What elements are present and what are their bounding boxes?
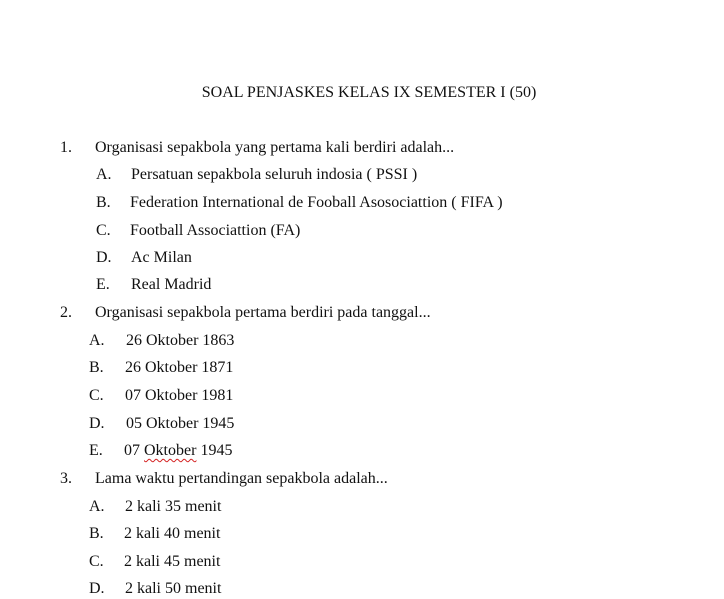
option-text: Real Madrid [131, 276, 212, 293]
option-label: E. [89, 442, 103, 459]
option-label: A. [96, 166, 112, 183]
question-number: 1. [60, 139, 72, 156]
option-label: B. [96, 194, 111, 211]
option-label: D. [96, 249, 112, 266]
option-label: B. [89, 359, 104, 376]
question-text: Lama waktu pertandingan sepakbola adalah... [95, 470, 388, 487]
option-2a [0, 331, 724, 351]
option-label: D. [89, 415, 105, 432]
option-text: 05 Oktober 1945 [126, 415, 235, 432]
option-text [124, 441, 232, 461]
option-1b [0, 193, 724, 213]
option-label: C. [89, 553, 104, 570]
option-1a [0, 165, 724, 185]
question-text: Organisasi sepakbola pertama berdiri pada tanggal... [95, 304, 431, 321]
option-text: Federation International de Fooball Asosociattion ( FIFA ) [130, 194, 503, 211]
question-1 [0, 138, 724, 158]
option-text: 2 kali 45 menit [124, 553, 221, 570]
question-2 [0, 303, 724, 323]
option-2c [0, 386, 724, 406]
option-label: C. [96, 222, 111, 239]
option-3b [0, 524, 724, 544]
option-2d [0, 414, 724, 434]
option-2e [0, 441, 724, 461]
option-3c [0, 552, 724, 572]
question-number: 2. [60, 304, 72, 321]
option-3a [0, 497, 724, 517]
option-text: 26 Oktober 1871 [125, 359, 234, 376]
option-1e [0, 275, 724, 295]
spellcheck-misspelled-word[interactable]: Oktober [144, 442, 197, 459]
option-text-post: 1945 [196, 442, 233, 459]
option-label: E. [96, 276, 110, 293]
option-text: 2 kali 50 menit [125, 580, 222, 597]
document-title: SOAL PENJASKES KELAS IX SEMESTER I (50) [201, 84, 537, 101]
question-text: Organisasi sepakbola yang pertama kali berdiri adalah... [95, 139, 455, 156]
option-label: C. [89, 387, 104, 404]
option-label: A. [89, 498, 105, 515]
option-text: Football Associattion (FA) [130, 222, 301, 239]
option-text: 2 kali 35 menit [125, 498, 222, 515]
option-text: 2 kali 40 menit [124, 525, 221, 542]
option-2b [0, 358, 724, 378]
option-text: Persatuan sepakbola seluruh indosia ( PSSI ) [131, 166, 418, 183]
option-3d [0, 579, 724, 599]
option-label: D. [89, 580, 105, 597]
option-text: 07 Oktober 1981 [125, 387, 234, 404]
option-text: 26 Oktober 1863 [126, 332, 235, 349]
option-1d [0, 248, 724, 268]
option-text: Ac Milan [131, 249, 192, 266]
option-label: A. [89, 332, 105, 349]
question-3 [0, 469, 724, 489]
option-1c [0, 221, 724, 241]
option-text-pre: 07 [124, 442, 144, 459]
option-label: B. [89, 525, 104, 542]
question-number: 3. [60, 470, 72, 487]
